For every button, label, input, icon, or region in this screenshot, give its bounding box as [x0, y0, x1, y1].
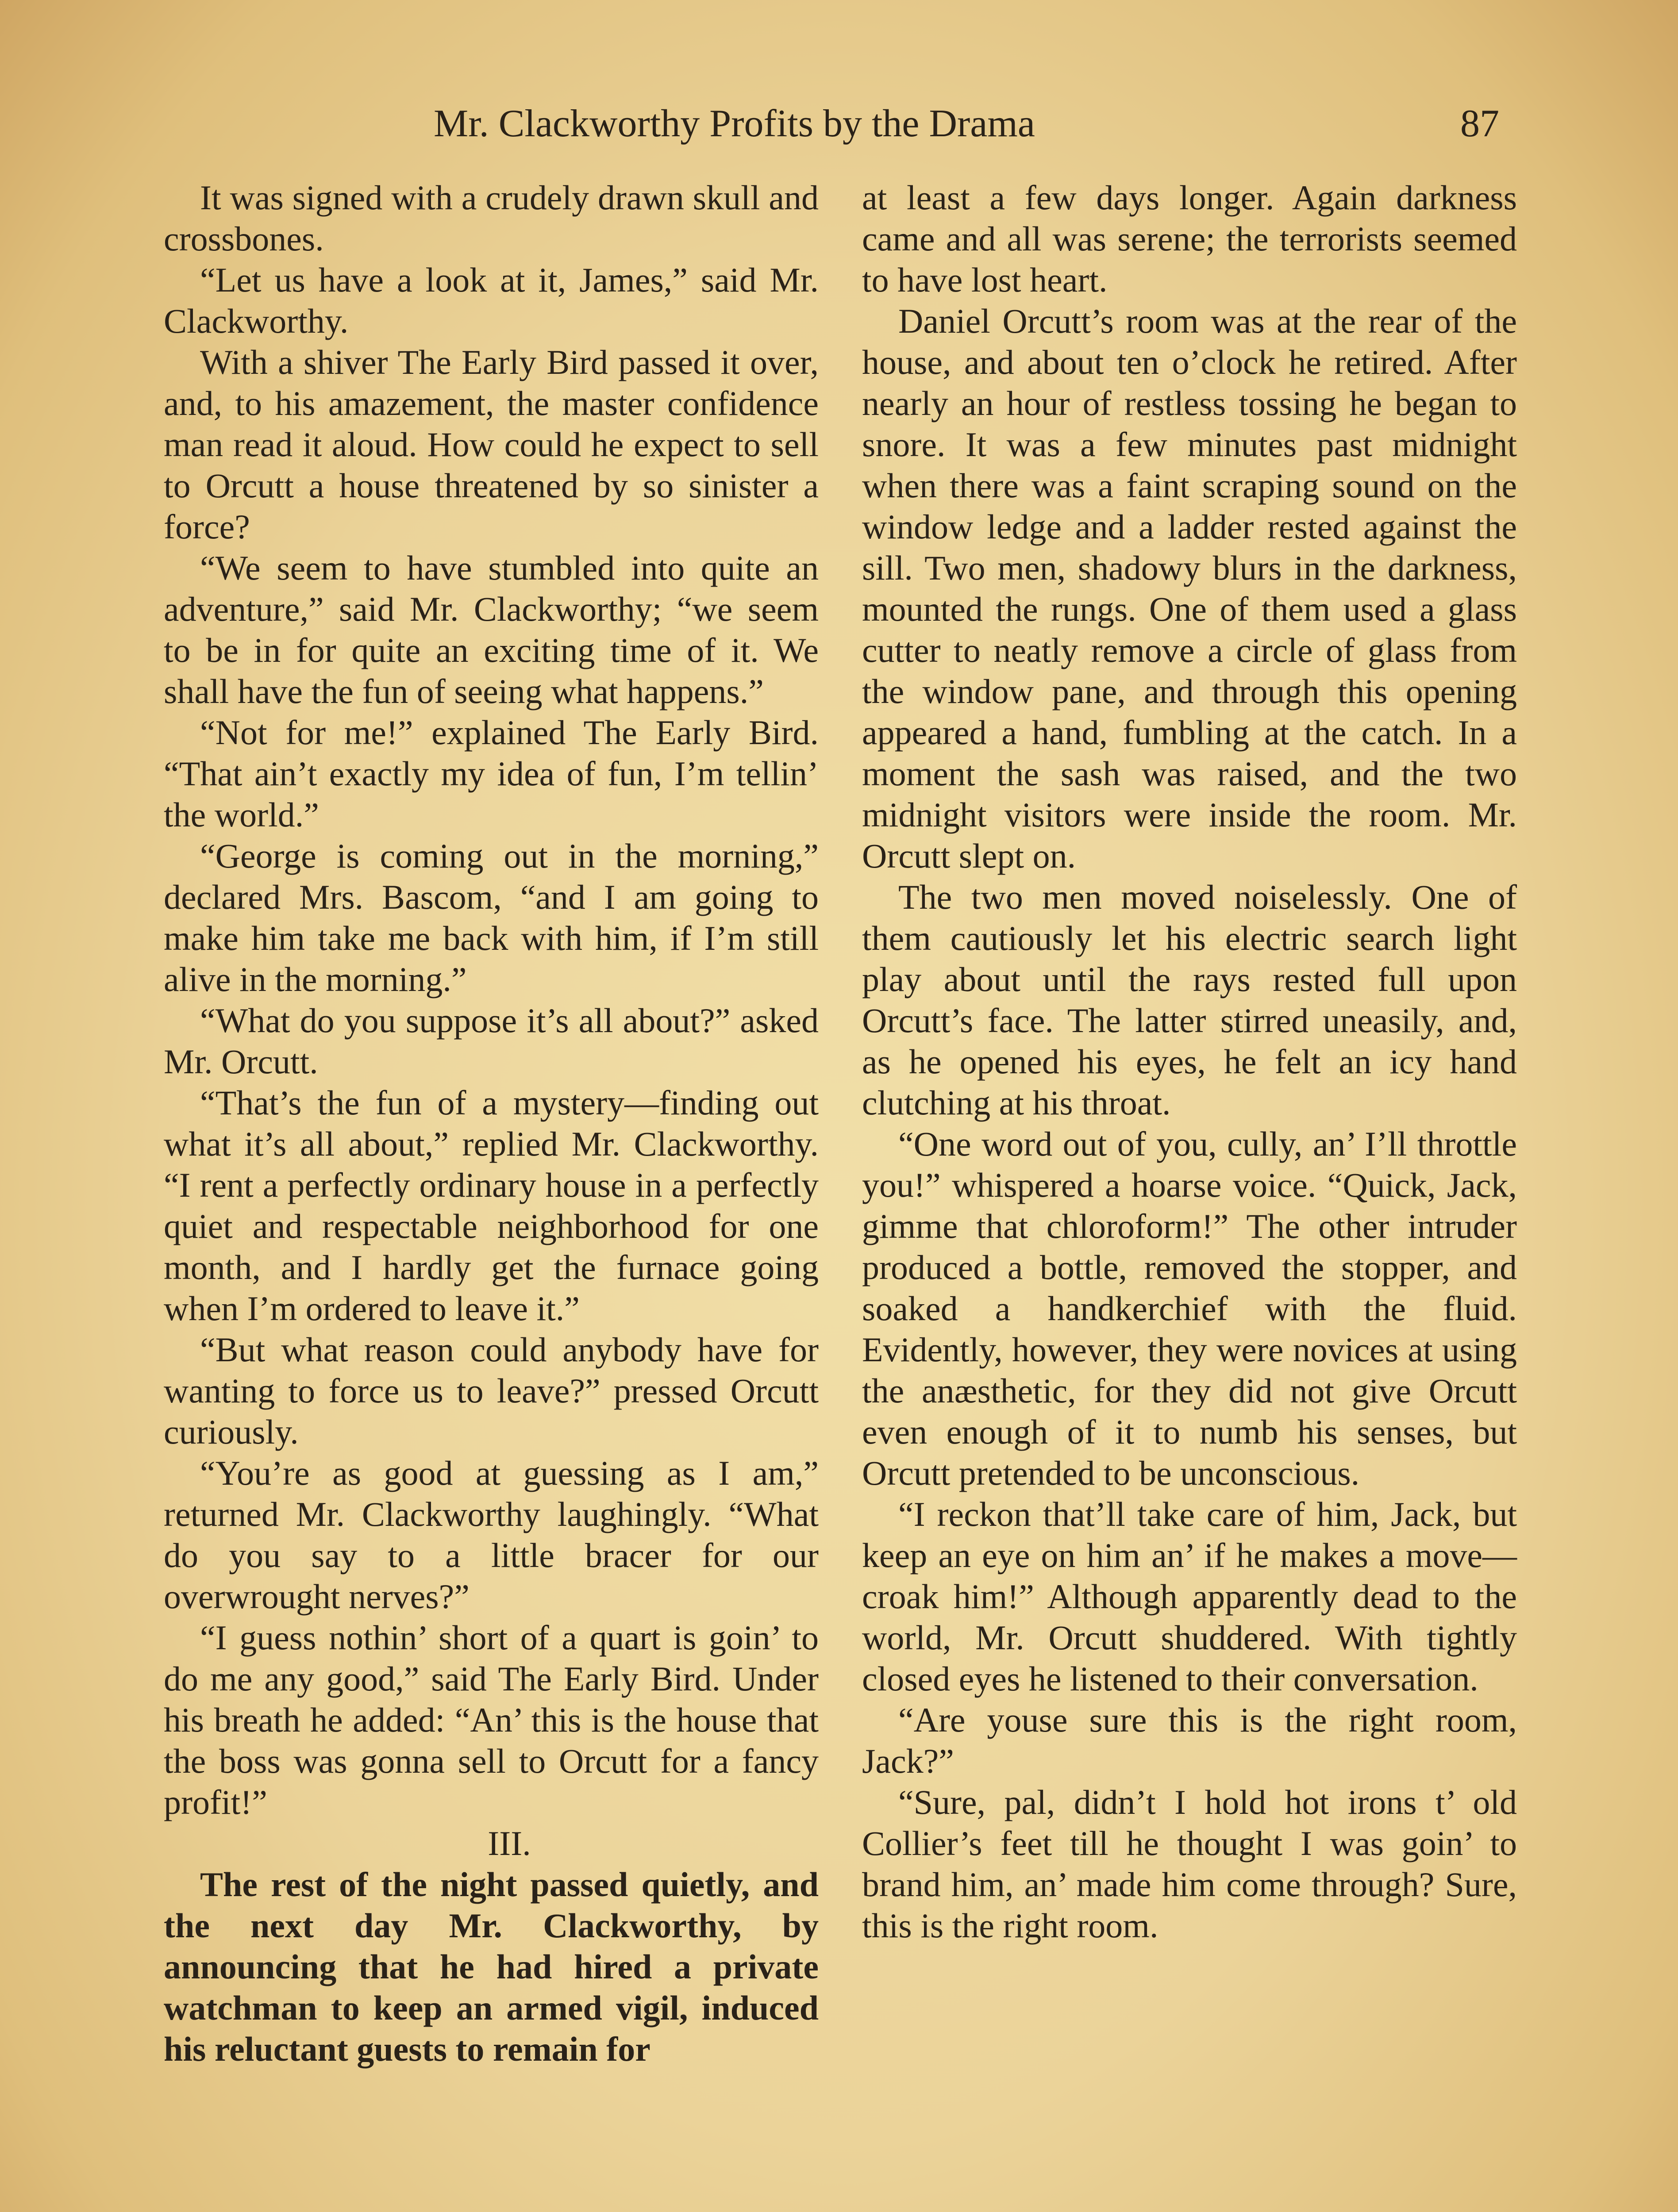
- paragraph: “I reckon that’ll take care of him, Jack, but keep an eye on him an’ if he makes a move—croak him!” Although apparently dead to the world, Mr. Orcutt shuddered. With tightly closed eyes he listened to their conversation.: [862, 1495, 1517, 1698]
- paragraph: “You’re as good at guessing as I am,” returned Mr. Clackworthy laughingly. “What do you say to a little bracer for our overwrought nerves?”: [164, 1454, 819, 1616]
- paragraph: “Not for me!” explained The Early Bird. “That ain’t exactly my idea of fun, I’m tellin’ the world.”: [164, 713, 819, 834]
- left-column: [164, 177, 819, 2070]
- paragraph: at least a few days longer. Again darkness came and all was serene; the terrorists seemed to have lost heart.: [862, 178, 1517, 299]
- paragraph: With a shiver The Early Bird passed it over, and, to his amazement, the master confidence man read it aloud. How could he expect to sell to Orcutt a house threatened by so sinister a force?: [164, 343, 819, 546]
- paragraph: It was signed with a crudely drawn skull and crossbones.: [164, 178, 819, 258]
- paragraph: “One word out of you, cully, an’ I’ll throttle you!” whispered a hoarse voice. “Quick, Jack, gimme that chloroform!” The other intruder produced a bottle, removed the stopper, and soaked a handkerchief with the fluid. Evidently, however, they were novices at using the anæsthetic, for they did not give Orcutt even enough of it to numb his senses, but Orcutt pretended to be unconscious.: [862, 1125, 1517, 1492]
- right-column: [862, 177, 1517, 1946]
- paragraph: “But what reason could anybody have for wanting to force us to leave?” pressed Orcutt curiously.: [164, 1330, 819, 1451]
- paragraph: “What do you suppose it’s all about?” asked Mr. Orcutt.: [164, 1001, 819, 1081]
- running-header: [434, 97, 1499, 150]
- paragraph: “Let us have a look at it, James,” said Mr. Clackworthy.: [164, 261, 819, 340]
- paragraph: “Sure, pal, didn’t I hold hot irons t’ old Collier’s feet till he thought I was goin’ to brand him, an’ made him come through? Sure, this is the right room.: [862, 1783, 1517, 1945]
- section-heading: III.: [488, 1824, 531, 1863]
- paragraph: Daniel Orcutt’s room was at the rear of the house, and about ten o’clock he retired. After nearly an hour of restless tossing he began to snore. It was a few minutes past midnight when there was a faint scraping sound on the window ledge and a ladder rested against the sill. Two men, shadowy blurs in the darkness, mounted the rungs. One of them used a glass cutter to neatly remove a circle of glass from the window pane, and through this opening appeared a hand, fumbling at the catch. In a moment the sash was raised, and the two midnight visitors were inside the room. Mr. Orcutt slept on.: [862, 302, 1517, 875]
- paragraph: “I guess nothin’ short of a quart is goin’ to do me any good,” said The Early Bird. Under his breath he added: “An’ this is the house that the boss was gonna sell to Orcutt for a fancy profit!”: [164, 1618, 819, 1821]
- paragraph: “That’s the fun of a mystery—finding out what it’s all about,” replied Mr. Clackworthy. “I rent a perfectly ordinary house in a perfectly quiet and respectable neighborhood for one month, and I hardly get the furnace going when I’m ordered to leave it.”: [164, 1083, 819, 1328]
- page-title: Mr. Clackworthy Profits by the Drama: [434, 102, 1035, 145]
- paragraph: “Are youse sure this is the right room, Jack?”: [862, 1701, 1517, 1780]
- paragraph: The rest of the night passed quietly, and the next day Mr. Clackworthy, by announcing that he had hired a private watchman to keep an armed vigil, induced his reluctant guests to remain for: [164, 1865, 819, 2068]
- paragraph: “George is coming out in the morning,” declared Mrs. Bascom, “and I am going to make him take me back with him, if I’m still alive in the morning.”: [164, 837, 819, 998]
- paragraph: “We seem to have stumbled into quite an adventure,” said Mr. Clackworthy; “we seem to be in for quite an exciting time of it. We shall have the fun of seeing what happens.”: [164, 549, 819, 710]
- paragraph: The two men moved noiselessly. One of them cautiously let his electric search light play about until the rays rested full upon Orcutt’s face. The latter stirred uneasily, and, as he opened his eyes, he felt an icy hand clutching at his throat.: [862, 878, 1517, 1122]
- page-number: 87: [1460, 102, 1499, 145]
